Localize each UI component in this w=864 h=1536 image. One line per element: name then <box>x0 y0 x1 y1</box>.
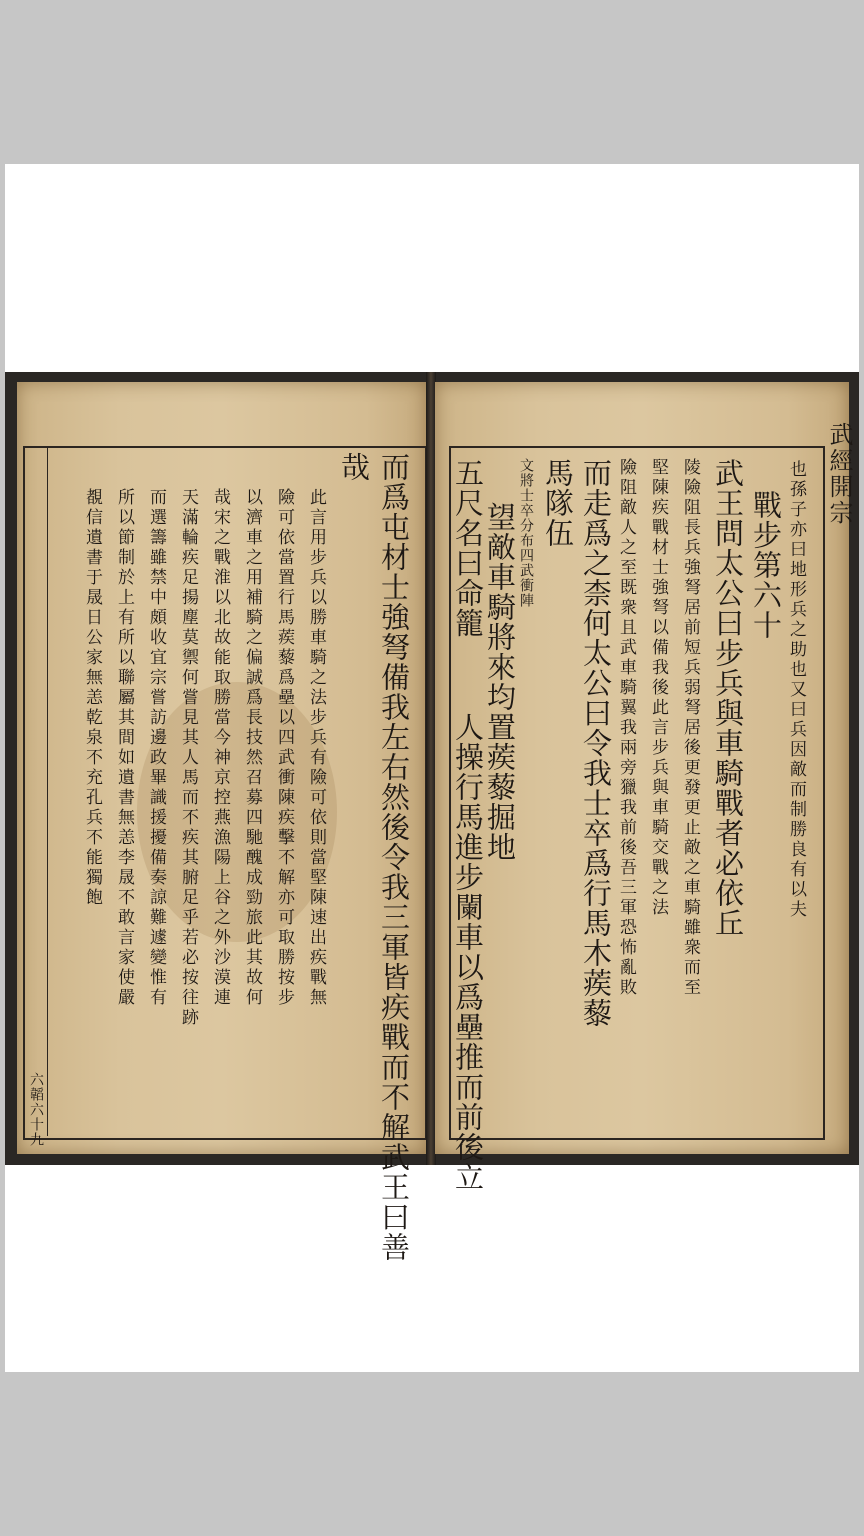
right-text-column: 堅陳疾戰材士強弩以備我後此言步兵與車騎交戰之法 <box>648 458 668 918</box>
left-text-column: 此言用步兵以勝車騎之法步兵有險可依則當堅陳速出疾戰無 <box>306 488 326 1008</box>
right-text-column: 五尺名曰命籠 <box>451 458 485 638</box>
left-text-column: 而選籌雖禁中頗收宜宗嘗訪邊政畢識援擾備奏諒難遽變惟有 <box>146 488 166 1008</box>
right-text-column: 望敵車騎將來均置蒺藜掘地 <box>483 502 517 862</box>
left-text-column: 所以節制於上有所以聯屬其間如遺書無恙李晟不敢言家使嚴 <box>114 488 134 1008</box>
chapter-heading: 戰步第六十 <box>749 490 783 640</box>
left-text-column: 哉宋之戰淮以北故能取勝當今神京控燕漁陽上谷之外沙漠連 <box>210 488 230 1008</box>
right-text-column: 也孫子亦曰地形兵之助也又曰兵因敵而制勝良有以夫 <box>786 460 806 920</box>
right-text-column: 馬隊伍 <box>541 458 575 548</box>
folio-column-rule <box>47 448 48 1136</box>
right-text-column: 陵險阻長兵強弩居前短兵弱弩居後更發更止敵之車騎雖衆而至 <box>680 458 700 998</box>
scanned-book-spread <box>5 372 859 1262</box>
left-text-column: 覩信遺書于晟日公家無恙乾泉不充孔兵不能獨飽 <box>82 488 102 908</box>
left-text-column: 以濟車之用補騎之偏誠爲長技然召募四馳醜成勁旅此其故何 <box>242 488 262 1008</box>
right-text-column: 而走爲之柰何太公曰令我士卒爲行馬木蒺藜 <box>579 458 613 1028</box>
left-page <box>17 382 427 1262</box>
left-text-column: 險可依當置行馬蒺藜爲壘以四武衝陳疾擊不解亦可取勝按步 <box>274 488 294 1008</box>
folio-number: 六韜六十九 <box>28 1072 44 1147</box>
right-text-column: 文將士卒分布四武衝陣 <box>518 458 534 608</box>
right-page <box>435 382 853 1192</box>
header-tab: 武經開宗 <box>825 422 853 526</box>
left-text-column: 而爲屯材士強弩備我左右然後令我三軍皆疾戰而不解武王曰善 <box>377 452 411 1262</box>
header-tab-rule <box>823 448 824 1136</box>
right-text-column: 武王問太公曰步兵與車騎戰者必依丘 <box>711 458 745 938</box>
right-text-column: 人操行馬進步闌車以爲壘推而前後立 <box>451 712 485 1192</box>
right-text-column: 險阻敵人之至既衆且武車騎翼我兩旁獵我前後吾三軍恐怖亂敗 <box>616 458 636 998</box>
left-text-column: 天滿輪疾足揚塵莫禦何嘗見其人馬而不疾其腑足乎若必按往跡 <box>178 488 198 1028</box>
left-text-column: 哉 <box>337 452 371 482</box>
